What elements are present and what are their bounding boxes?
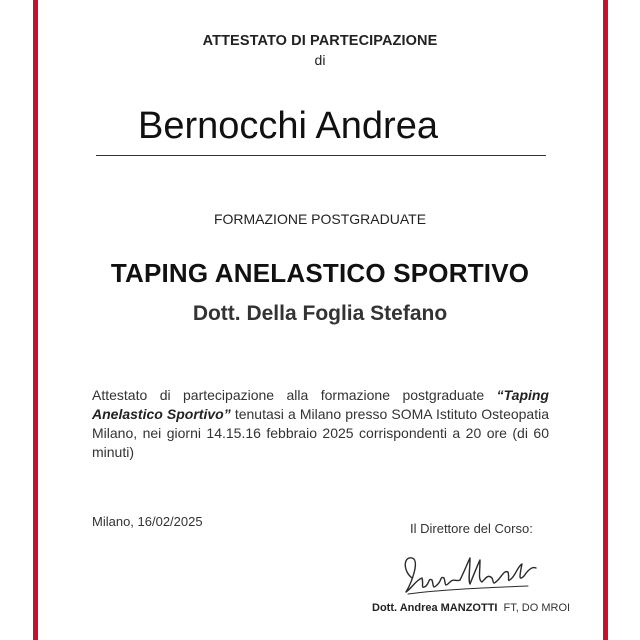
director-signature: [398, 548, 548, 600]
section-label: FORMAZIONE POSTGRADUATE: [213, 211, 427, 227]
name-underline: [96, 155, 546, 156]
description-rest: tenutasi a Milano presso SOMA Istituto Osteopatia Milano, nei giorni 14.15.16 febbraio 2025 corrispondenti a 20 ore (di 60 minuti): [92, 406, 550, 460]
participant-name: Bernocchi Andrea: [138, 105, 438, 147]
course-title: TAPING ANELASTICO SPORTIVO: [110, 258, 530, 288]
director-title: FT, DO MROI: [503, 602, 571, 614]
certificate-description: [92, 386, 549, 462]
director-name: Dott. Andrea MANZOTTI: [372, 602, 498, 614]
place-date: Milano, 16/02/2025: [92, 514, 203, 529]
instructor-name: Dott. Della Foglia Stefano: [192, 302, 448, 325]
director-signature-line: [372, 602, 570, 614]
description-intro: Attestato di partecipazione alla formazione postgraduate: [92, 387, 485, 403]
director-label: Il Direttore del Corso:: [410, 521, 533, 536]
description-course: “Taping Anelastico Sportivo”: [92, 387, 549, 422]
certificate-header-sub: di: [314, 52, 326, 68]
certificate-header-title: ATTESTATO DI PARTECIPAZIONE: [202, 33, 438, 49]
